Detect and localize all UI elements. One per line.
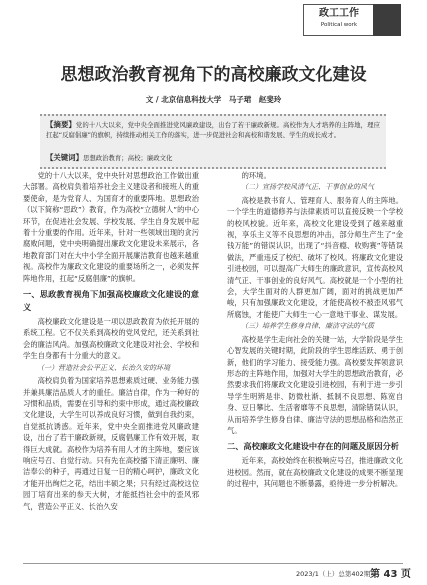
section-heading: 一、思政教育视角下加强高校廉政文化建设的意义 [23,289,199,313]
abstract [46,120,380,141]
footer-issue: 2023/1（上）总第402期 [296,570,371,578]
left-column [23,170,199,512]
abstract-text: 党的十八大以来，党中央全面推进党风廉政建设，出台了若干廉政新规。高校作为人才培养的主阵地，理应扛起“反腐倡廉”的旗帜，持续推动相关工作的落实，进一步促进社会和高校和谐发展、学生的成长成才。 [46,121,380,139]
subsection-heading: （二）宣扬学校风清气正、干事创业的风气 [241,183,374,192]
footer-divider [23,563,403,564]
keywords-text: 思想政治教育；高校；廉政文化 [82,154,173,162]
subsection-heading: （三）培养学生修身自律、廉洁守法的气质 [241,322,374,331]
abstract-label: 【摘要】 [46,120,76,129]
paragraph: 的环境。 [241,171,271,180]
abstract-box [40,114,386,169]
page-number: 第 43 页 [370,569,411,580]
paragraph: 高校是学生走向社会的关键一站，大学阶段是学生心智发展的关键时期，此阶段的学生思维活跃、勇于创新，他们的学习能力、接受能力强。高校要发挥领意识形态的主阵地作用，加强对大学生的思想政治教育，必然要求我们将廉政文化建设引进校园，有利于进一步引导学生明辨是非、防微杜渐、抵制不良思想、陈宽自身、豆日攀比、生活奢靡等不良思想，清除错误认识，从而培养学生修身自律、廉洁守法的思想品格和浩然正气。 [227,334,403,435]
paragraph: 党的十八大以来，党中央针对思想政治工作做出重大部署。高校肩负着培养社会主义建设者和接班人的重要使命，是为党育人、为国育才的重要阵地。思想政治（以下简称“思政”）教育，作为高校“立德树人”的中心环节，在促进社会发展、学校发展、学生自身发展中起着十分重要的作用。近年来，针对一些领域出现的贪污腐败问题，党中央明确提出廉政文化建设未来展示，各地教育部门对在大中小学全面开展廉洁教育也越来越重视。高校作为廉政文化建设的重要场所之一，必须发挥阵地作用，扛起“反腐倡廉”的旗帜。 [23,171,199,283]
section-label-cn: 政工工作 [319,8,359,19]
keywords [46,152,172,163]
section-label-en: Political work [320,22,358,28]
right-column [227,170,403,490]
paragraph: 高校廉政文化建设是一项以思政教育为依托开展的系统工程。它不仅关系到高校的党风党纪，还关系到社会的廉洁风尚。加强高校廉政文化建设对社会、学校和学生自身都有十分重大的意义。 [23,317,199,361]
paragraph: 高校肩负着为国家培养思想素质过硬、业务能力强并兼具廉洁品质人才的重任。廉洁自律，作为一种好的习惯和品质，需要在引导和约束中形成，通过高校廉政文化建设，大学生可以养成良好习惯，做到自我约束，自觉抵抗诱惑。近年来，党中央全面推进党风廉政建设，出台了若干廉政新规，反腐倡廉工作有效开展，取得巨大成就。高校作为培养有用人才的主阵地，要应该响应号召、自觉行动。只有先在高校播下清正廉明、廉洁奉公的种子，再通过日复一日的精心呵护，廉政文化才能开出绚烂之花，结出丰硕之果；只有经过高校这位园丁培育出来的参天大树，才能抵挡社会中的歪风邪气，营造公平正义、长治久安 [23,376,199,511]
subsection-heading: （一）营造社会公平正义、长治久安的环境 [37,363,170,372]
keywords-label: 【关键词】 [46,153,83,162]
paragraph: 近年来，高校始终在积极响应号召，推进廉政文化进校园。然而，就在高校廉政文化建设的成果不断显现的过程中，其问题也不断暴露，亟待进一步分析解决。 [227,456,403,489]
section-dark-bar [373,4,401,36]
paragraph: 高校是教书育人、管理育人、服务育人的主阵地。一个学生的道德修养与法律素质可以直接反映一个学校的校风校貌。近年来，高校文化建设受到了越来越重视，享乐主义等不良思想的冲击，部分师生产生了“金钱万能”的错误认识，出现了“抖音瘾、收购赛”等错误做法，严重违反了校纪、破坏了校风。将廉政文化建设引进校园，可以提高广大师生的廉政意识，宣传高校风清气正、干事创业的良好风气。高校就是一个小型的社会，大学生面对的人群更加广阔，面对的挑战更加严峻，只有加强廉政文化建设，才能使高校不被歪风邪气所腐蚀，才能使广大师生一心一意地干事业、谋发展。 [227,195,403,319]
article-authors: 文 / 北京信息科技大学 马子珺 赵斐玲 [145,95,282,104]
section-label-box [303,4,375,36]
section-heading: 二、高校廉政文化建设中存在的问题及原因分析 [227,441,399,452]
article-title: 思想政治教育视角下的高校廉政文化建设 [60,65,367,85]
